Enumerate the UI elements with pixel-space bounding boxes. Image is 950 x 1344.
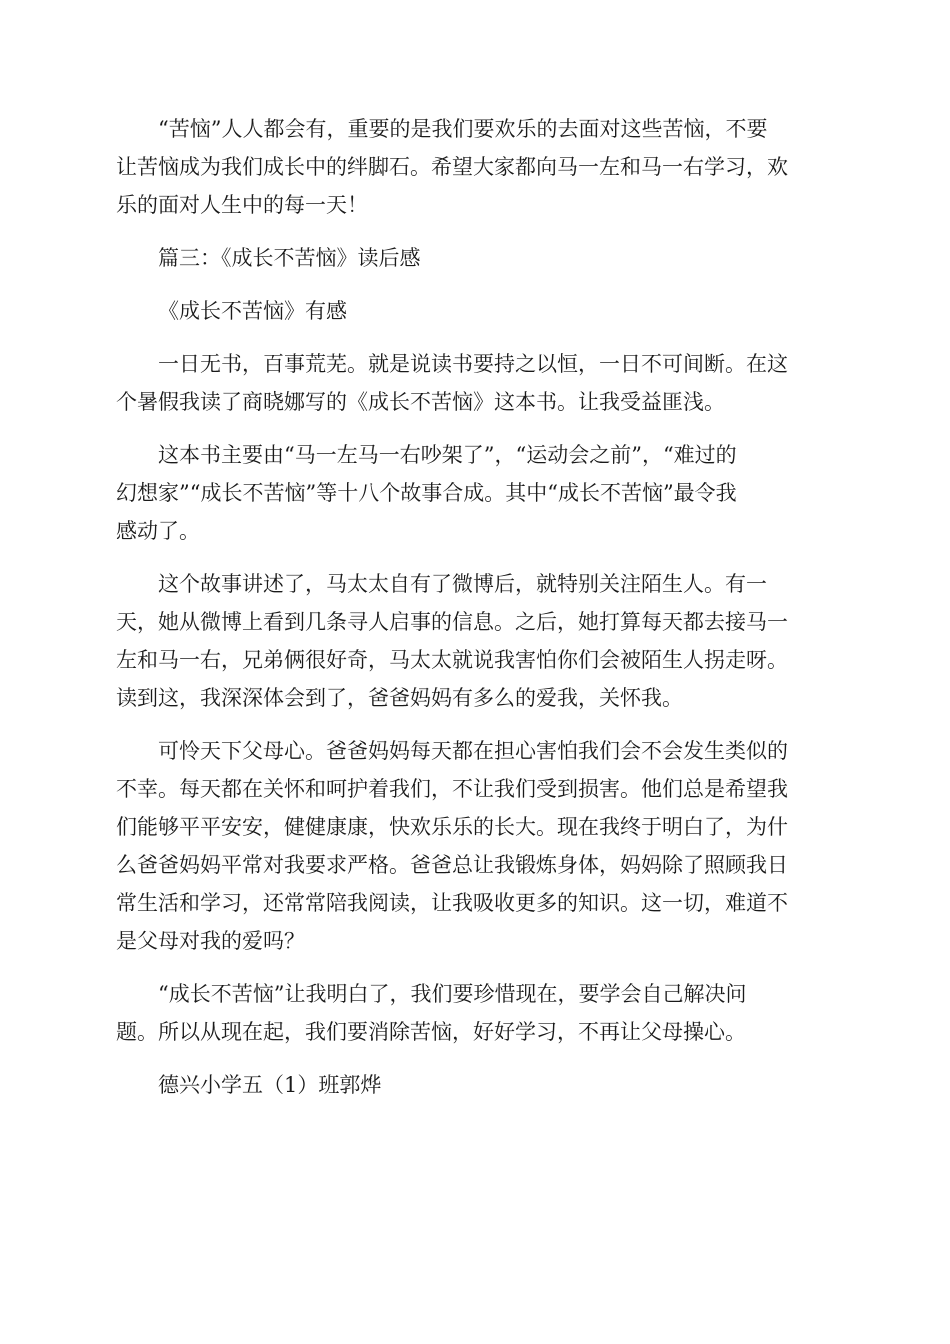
text-line: 这个故事讲述了，马太太自有了微博后，就特别关注陌生人。有一 [158, 572, 767, 596]
text-line: 天，她从微博上看到几条寻人启事的信息。之后，她打算每天都去接马一 [116, 610, 788, 634]
text-line: 让苦恼成为我们成长中的绊脚石。希望大家都向马一左和马一右学习，欢 [116, 155, 788, 179]
article-title [116, 292, 838, 330]
heading-text: 篇三：《成长不苦恼》读后感 [158, 246, 421, 270]
document-page [116, 110, 838, 1104]
author-text: 德兴小学五（1）班郭烨 [158, 1073, 382, 1097]
text-line: 这本书主要由“马一左马一右吵架了”，“运动会之前”，“难过的 [158, 443, 737, 467]
paragraph-4 [116, 565, 838, 717]
section-heading [116, 239, 838, 277]
text-line: “成长不苦恼”让我明白了，我们要珍惜现在，要学会自己解决问 [158, 982, 747, 1006]
paragraph-3 [116, 436, 838, 550]
text-line: 题。所以从现在起，我们要消除苦恼，好好学习，不再让父母操心。 [116, 1020, 746, 1044]
text-line: 不幸。每天都在关怀和呵护着我们，不让我们受到损害。他们总是希望我 [116, 777, 788, 801]
text-line: 常生活和学习，还常常陪我阅读，让我吸收更多的知识。这一切，难道不 [116, 891, 788, 915]
text-line: 么爸爸妈妈平常对我要求严格。爸爸总让我锻炼身体，妈妈除了照顾我日 [116, 853, 788, 877]
text-line: “苦恼”人人都会有，重要的是我们要欢乐的去面对这些苦恼，不要 [158, 117, 768, 141]
paragraph-6 [116, 975, 838, 1051]
title-text: 《成长不苦恼》有感 [158, 299, 347, 323]
text-line: 可怜天下父母心。爸爸妈妈每天都在担心害怕我们会不会发生类似的 [158, 739, 788, 763]
text-line: 乐的面对人生中的每一天！ [116, 193, 368, 217]
text-line: 左和马一右，兄弟俩很好奇，马太太就说我害怕你们会被陌生人拐走呀。 [116, 648, 788, 672]
text-line: 是父母对我的爱吗？ [116, 929, 305, 953]
text-line: 幻想家”“成长不苦恼”等十八个故事合成。其中“成长不苦恼”最令我 [116, 481, 737, 505]
author-signature [116, 1066, 838, 1104]
paragraph-2 [116, 345, 838, 421]
paragraph-1 [116, 110, 838, 224]
text-line: 读到这，我深深体会到了，爸爸妈妈有多么的爱我，关怀我。 [116, 686, 683, 710]
paragraph-5 [116, 732, 838, 960]
text-line: 们能够平平安安，健健康康，快欢乐乐的长大。现在我终于明白了，为什 [116, 815, 788, 839]
text-line: 感动了。 [116, 519, 200, 543]
text-line: 个暑假我读了商晓娜写的《成长不苦恼》这本书。让我受益匪浅。 [116, 390, 725, 414]
text-line: 一日无书，百事荒芜。就是说读书要持之以恒，一日不可间断。在这 [158, 352, 788, 376]
